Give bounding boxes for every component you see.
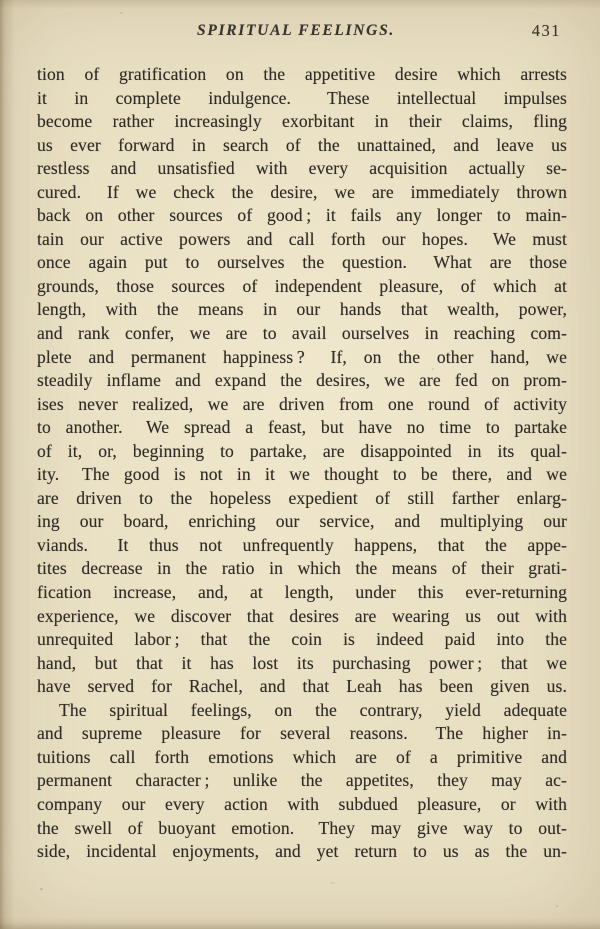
text-line: permanent character ; unlike the appetites, they may ac- <box>37 770 567 791</box>
text-line: back on other sources of good ; it fails any longer to main- <box>37 205 567 226</box>
text-line: to another. We spread a feast, but have no time to partake <box>37 417 567 438</box>
text-line: it in complete indulgence. These intellectual impulses <box>37 87 567 108</box>
page-number: 431 <box>531 21 561 40</box>
text-line: ity. The good is not in it we thought to be there, and we <box>37 464 567 485</box>
paper-speck <box>330 882 335 884</box>
text-line: the swell of buoyant emotion. They may give way to out- <box>37 817 567 838</box>
text-line: hand, but that it has lost its purchasing power ; that we <box>37 652 567 673</box>
text-line: ing our board, enriching our service, and multiplying our <box>37 511 567 532</box>
text-line: and rank confer, we are to avail ourselves in reaching com- <box>37 323 567 344</box>
text-line: side, incidental enjoyments, and yet return to us as the un- <box>37 841 567 862</box>
text-line: once again put to ourselves the question. What are those <box>37 252 567 273</box>
text-line: fication increase, and, at length, under this ever-returning <box>37 582 567 603</box>
text-line: unrequited labor ; that the coin is indeed paid into the <box>37 629 567 650</box>
text-line: are driven to the hopeless expedient of still farther enlarg- <box>37 487 567 508</box>
text-line: ises never realized, we are driven from one round of activity <box>37 393 567 414</box>
text-line: experience, we discover that desires are wearing us out with <box>37 605 567 626</box>
text-line: viands. It thus not unfrequently happens, that the appe- <box>37 534 567 555</box>
text-line: tuitions call forth emotions which are of a primitive and <box>37 746 567 767</box>
page-header <box>0 21 600 47</box>
text-line: and supreme pleasure for several reasons. The higher in- <box>37 723 567 744</box>
running-title: SPIRITUAL FEELINGS. <box>197 22 395 39</box>
text-line: cured. If we check the desire, we are immediately thrown <box>37 181 567 202</box>
text-line: have served for Rachel, and that Leah has been given us. <box>37 676 567 697</box>
text-line: steadily inflame and expand the desires, we are fed on prom- <box>37 370 567 391</box>
paper-speck <box>40 888 43 890</box>
text-line: of it, or, beginning to partake, are disappointed in its qual- <box>37 440 567 461</box>
text-line: tites decrease in the ratio in which the means of their grati- <box>37 558 567 579</box>
text-line: us ever forward in search of the unattained, and leave us <box>37 134 567 155</box>
text-line: length, with the means in our hands that wealth, power, <box>37 299 567 320</box>
text-line: become rather increasingly exorbitant in their claims, fling <box>37 111 567 132</box>
text-line: restless and unsatisfied with every acquisition actually se- <box>37 158 567 179</box>
paper-speck <box>556 905 558 907</box>
body-text <box>37 63 567 864</box>
text-line: company our every action with subdued pleasure, or with <box>37 793 567 814</box>
text-line: tion of gratification on the appetitive desire which arrests <box>37 64 567 84</box>
text-line: tain our active powers and call forth our hopes. We must <box>37 228 567 249</box>
text-line: plete and permanent happiness ? If, on the other hand, we <box>37 346 567 367</box>
text-line: grounds, those sources of independent pleasure, of which at <box>37 275 567 296</box>
text-line: The spiritual feelings, on the contrary, yield adequate <box>59 699 567 720</box>
paper-speck <box>120 12 123 14</box>
